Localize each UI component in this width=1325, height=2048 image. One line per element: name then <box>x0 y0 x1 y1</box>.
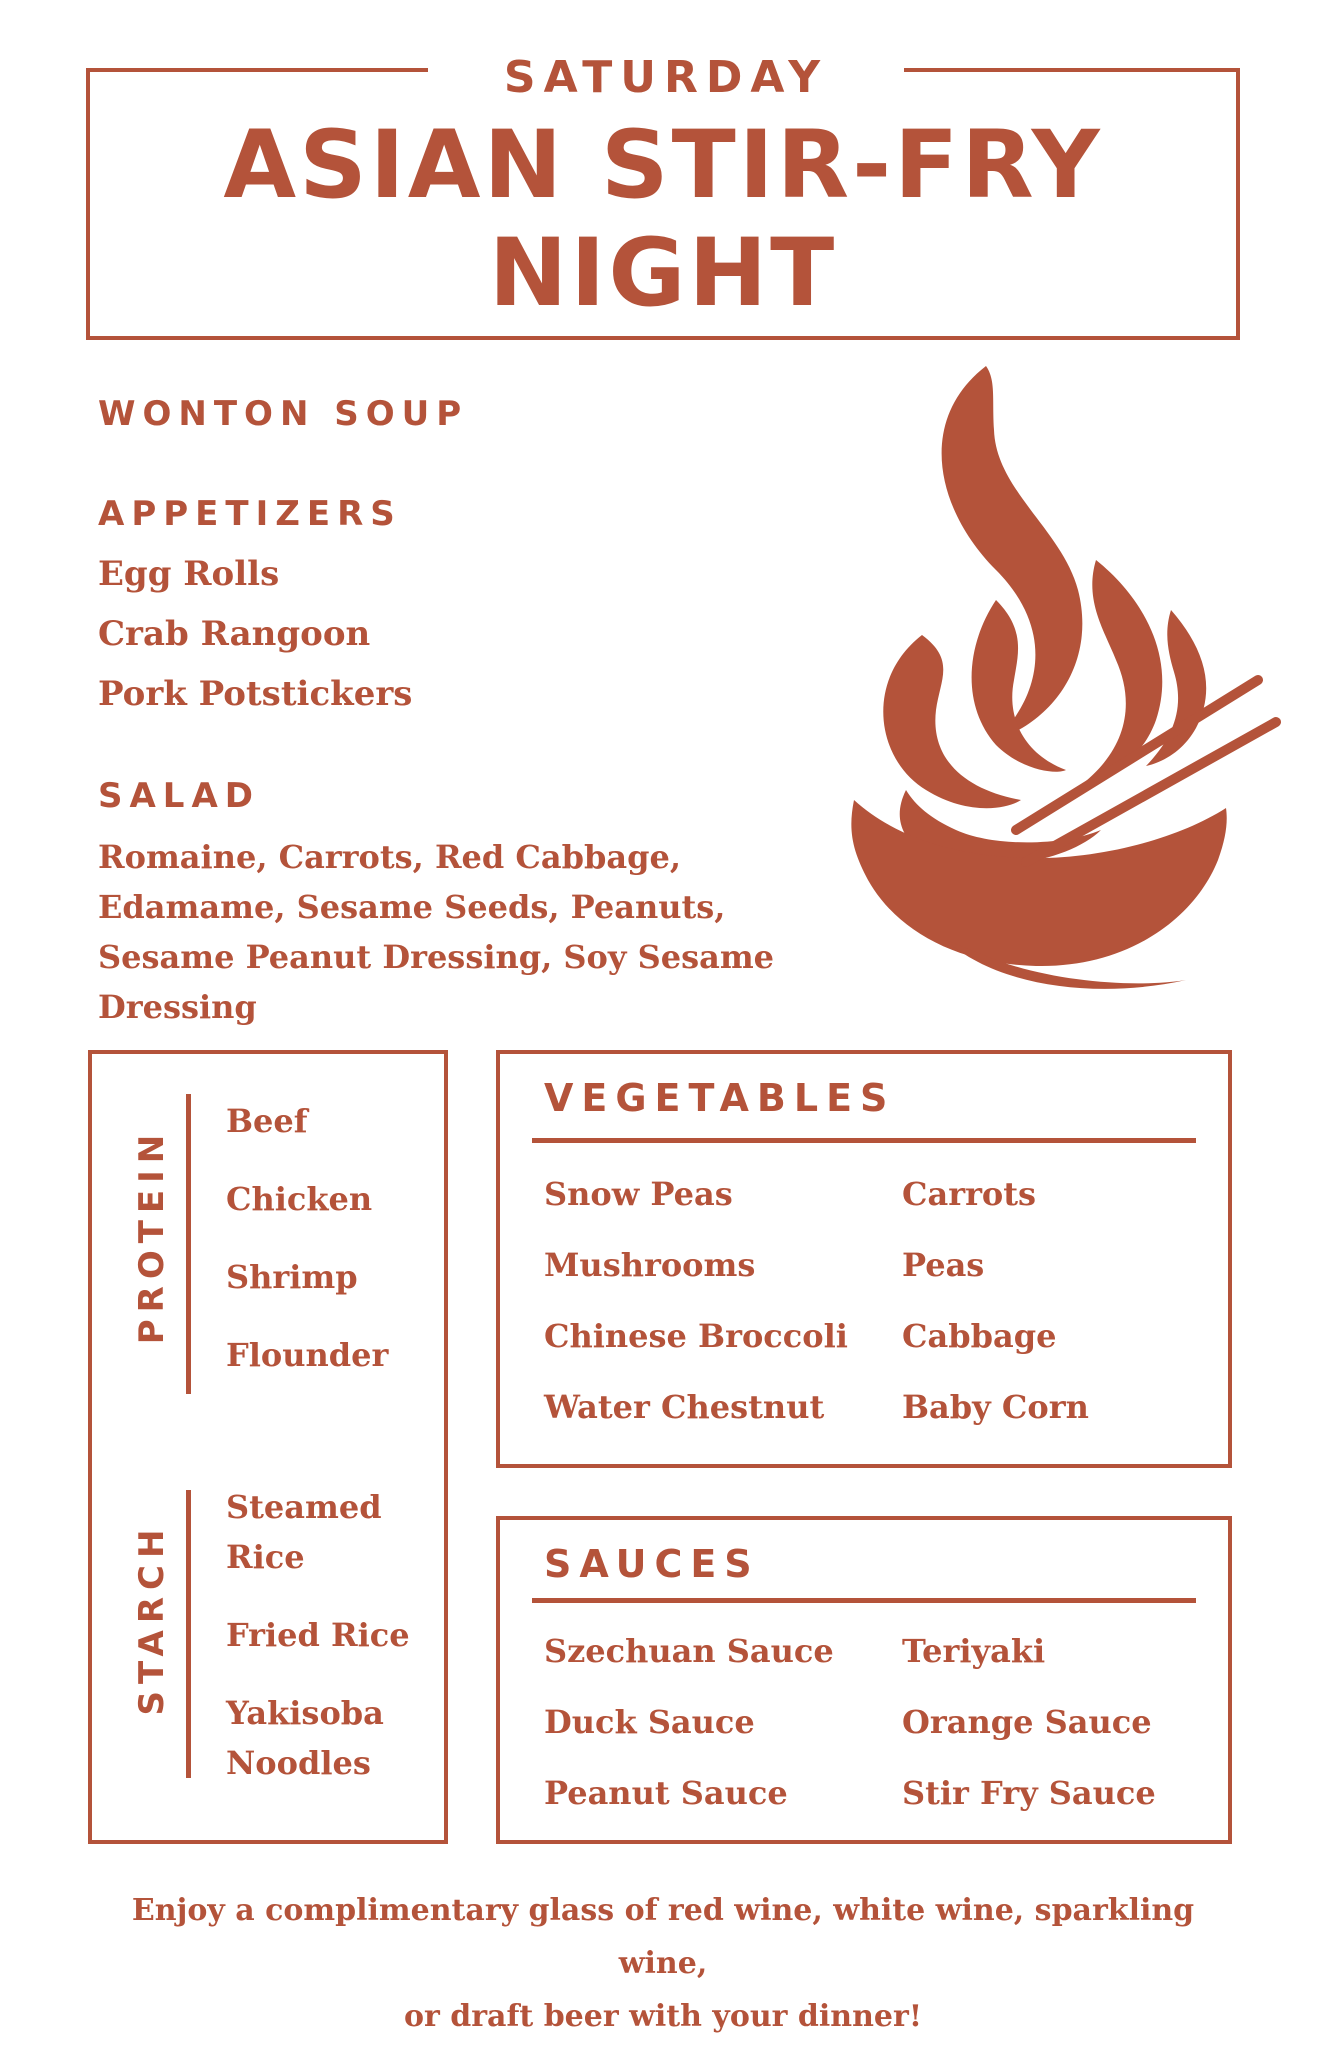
sauce-item: Stir Fry Sauce <box>902 1774 1156 1812</box>
starch-divider <box>186 1490 191 1778</box>
sauces-column-2 <box>902 1616 1156 1829</box>
salad-heading: SALAD <box>98 776 261 816</box>
vegetable-item: Water Chestnut <box>544 1388 825 1426</box>
appetizers-list <box>98 544 412 724</box>
sauce-item: Duck Sauce <box>544 1703 755 1741</box>
footer-line-1: Enjoy a complimentary glass of red wine, white wine, sparkling wine, <box>131 1893 1195 1981</box>
sauce-item: Orange Sauce <box>902 1703 1152 1741</box>
vegetable-item: Baby Corn <box>902 1388 1089 1426</box>
starch-item: Fried Rice <box>226 1616 410 1654</box>
sauces-rule <box>532 1598 1196 1603</box>
menu-title-line-2: NIGHT <box>488 219 838 328</box>
vegetables-heading: VEGETABLES <box>544 1076 896 1120</box>
appetizer-item: Crab Rangoon <box>98 614 371 654</box>
flame-bowl-chopsticks-icon <box>846 360 1294 1000</box>
vegetables-rule <box>532 1138 1196 1143</box>
salad-line: Edamame, Sesame Seeds, Peanuts, <box>98 888 726 926</box>
protein-item: Shrimp <box>226 1258 358 1296</box>
vegetable-item: Cabbage <box>902 1317 1057 1355</box>
vegetables-column-2 <box>902 1159 1089 1443</box>
protein-heading: PROTEIN <box>132 1127 172 1345</box>
footer-line-2: or draft beer with your dinner! <box>404 1999 922 2034</box>
vegetables-column-1 <box>544 1159 848 1443</box>
vegetable-item: Chinese Broccoli <box>544 1317 848 1355</box>
salad-line: Sesame Peanut Dressing, Soy Sesame Dressing <box>98 938 775 1026</box>
menu-title-line-1: ASIAN STIR-FRY <box>223 111 1103 220</box>
day-label: SATURDAY <box>428 54 904 102</box>
protein-item: Beef <box>226 1102 308 1140</box>
appetizer-item: Pork Potstickers <box>98 674 413 714</box>
starch-item: Yakisoba Noodles <box>226 1694 384 1782</box>
appetizer-item: Egg Rolls <box>98 554 280 594</box>
protein-divider <box>186 1094 191 1394</box>
vegetable-item: Mushrooms <box>544 1246 756 1284</box>
sauce-item: Teriyaki <box>902 1632 1046 1670</box>
salad-description <box>98 832 818 1032</box>
sauce-item: Peanut Sauce <box>544 1774 788 1812</box>
appetizers-heading: APPETIZERS <box>98 494 402 534</box>
footer-note <box>86 1884 1240 2043</box>
protein-item: Chicken <box>226 1180 373 1218</box>
menu-title <box>86 112 1240 328</box>
vegetable-item: Snow Peas <box>544 1175 733 1213</box>
vegetable-item: Peas <box>902 1246 985 1284</box>
soup-heading: WONTON SOUP <box>98 394 469 434</box>
protein-item: Flounder <box>226 1336 389 1374</box>
vegetable-item: Carrots <box>902 1175 1037 1213</box>
starch-list <box>226 1482 426 1816</box>
sauces-column-1 <box>544 1616 834 1829</box>
protein-list <box>226 1082 388 1394</box>
salad-line: Romaine, Carrots, Red Cabbage, <box>98 838 681 876</box>
sauce-item: Szechuan Sauce <box>544 1632 834 1670</box>
sauces-heading: SAUCES <box>544 1542 760 1586</box>
starch-heading: STARCH <box>132 1522 172 1716</box>
starch-item: Steamed Rice <box>226 1488 382 1576</box>
